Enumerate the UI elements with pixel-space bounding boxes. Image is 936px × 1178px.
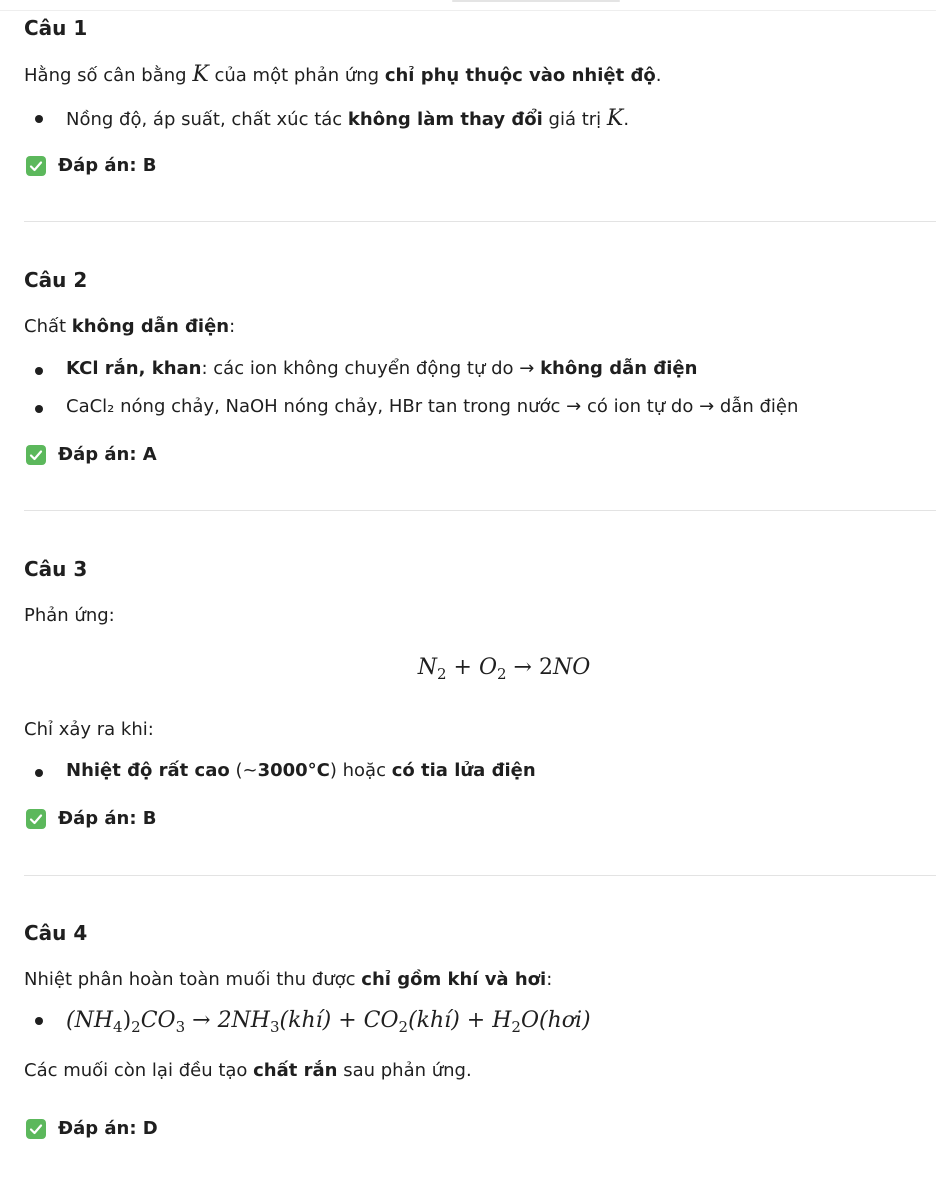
subscript: 4 <box>113 1018 123 1036</box>
text: Nồng độ, áp suất, chất xúc tác <box>66 109 348 130</box>
operator: + <box>459 1008 493 1033</box>
text: Nhiệt phân hoàn toàn muối thu được <box>24 969 362 990</box>
bold-text: chất rắn <box>253 1060 338 1081</box>
list-item <box>66 358 697 379</box>
text: : <box>546 969 553 990</box>
question-3-title: Câu 3 <box>24 557 88 581</box>
text: Chất <box>24 316 72 337</box>
bold-text: không dẫn điện <box>71 316 230 337</box>
question-2-title: Câu 2 <box>24 268 88 292</box>
text: : các ion không chuyển động tự do → <box>201 358 541 379</box>
answer-line <box>26 444 157 465</box>
bold-text: 3000°C <box>257 760 330 781</box>
bold-text: không dẫn điện <box>540 358 698 379</box>
math-k: K <box>606 106 624 131</box>
question-3-statement: Phản ứng: <box>24 605 115 626</box>
question-3-condition: Chỉ xảy ra khi: <box>24 719 154 740</box>
bold-text: chỉ gồm khí và hơi <box>361 969 547 990</box>
subscript: 2 <box>436 665 447 683</box>
answer-text: Đáp án: B <box>58 808 157 829</box>
math-term: (khí) <box>279 1008 332 1033</box>
question-2-statement <box>24 316 235 337</box>
operator: + <box>446 655 479 680</box>
list-item <box>66 760 536 781</box>
reaction-equation <box>0 655 936 683</box>
math-k: K <box>192 62 209 87</box>
text: CaCl <box>66 396 108 417</box>
question-4-title: Câu 4 <box>24 921 88 945</box>
bold-text: không làm thay đổi <box>347 109 543 130</box>
question-4-note <box>24 1060 472 1081</box>
math-term: CO <box>140 1008 176 1033</box>
subscript: 3 <box>270 1018 280 1036</box>
top-tab-indicator <box>452 0 620 2</box>
text: (~ <box>229 760 258 781</box>
check-mark-icon <box>26 156 46 176</box>
bold-text: có tia lửa điện <box>391 760 536 781</box>
text: : <box>229 316 236 337</box>
math-term: (NH <box>66 1008 114 1033</box>
question-4-statement <box>24 969 552 990</box>
check-mark-icon <box>26 1119 46 1139</box>
subscript: 2 <box>131 1018 141 1036</box>
math-term: O <box>478 655 497 680</box>
bold-text: Nhiệt độ rất cao <box>66 760 230 781</box>
text: . <box>655 65 662 86</box>
math-term: ) <box>122 1008 132 1033</box>
math-term: CO <box>363 1008 399 1033</box>
list-item <box>66 106 629 131</box>
check-mark-icon <box>26 445 46 465</box>
list-item <box>66 396 798 417</box>
math-term: H <box>492 1008 512 1033</box>
math-term: N <box>417 655 437 680</box>
coefficient: 2 <box>538 655 553 680</box>
answer-text: Đáp án: B <box>58 155 157 176</box>
subscript: 3 <box>175 1018 186 1036</box>
text: . <box>623 109 630 130</box>
equation <box>66 1008 591 1036</box>
section-divider <box>24 510 936 511</box>
question-1-title: Câu 1 <box>24 16 88 40</box>
answer-text: Đáp án: A <box>58 444 157 465</box>
answer-text: Đáp án: D <box>58 1118 158 1139</box>
section-divider <box>24 875 936 876</box>
check-mark-icon <box>26 809 46 829</box>
arrow: → <box>185 1008 218 1033</box>
text: Các muối còn lại đều tạo <box>24 1060 254 1081</box>
math-term: (khí) <box>408 1008 460 1033</box>
text: ) hoặc <box>329 760 392 781</box>
arrow: → <box>506 655 539 680</box>
text: của một phản ứng <box>208 65 385 86</box>
subscript: ₂ <box>107 396 115 417</box>
bold-text: chỉ phụ thuộc vào nhiệt độ <box>384 65 656 86</box>
math-term: O(hơi) <box>520 1008 591 1033</box>
text: nóng chảy, NaOH nóng chảy, HBr tan trong nước → có ion tự do → dẫn điện <box>114 396 799 417</box>
list-item <box>66 1008 591 1036</box>
subscript: 2 <box>497 665 507 683</box>
text: sau phản ứng. <box>337 1060 472 1081</box>
top-divider <box>0 10 936 11</box>
section-divider <box>24 221 936 222</box>
math-term: NO <box>552 655 591 680</box>
answer-line <box>26 1118 158 1139</box>
answer-line <box>26 808 157 829</box>
subscript: 2 <box>511 1018 521 1036</box>
subscript: 2 <box>398 1018 409 1036</box>
text: giá trị <box>542 109 607 130</box>
equation <box>417 655 591 683</box>
math-term: 2NH <box>217 1008 270 1033</box>
question-1-statement <box>24 62 661 87</box>
text: Hằng số cân bằng <box>24 65 193 86</box>
bold-text: KCl rắn, khan <box>66 358 202 379</box>
operator: + <box>331 1008 364 1033</box>
answer-line <box>26 155 157 176</box>
